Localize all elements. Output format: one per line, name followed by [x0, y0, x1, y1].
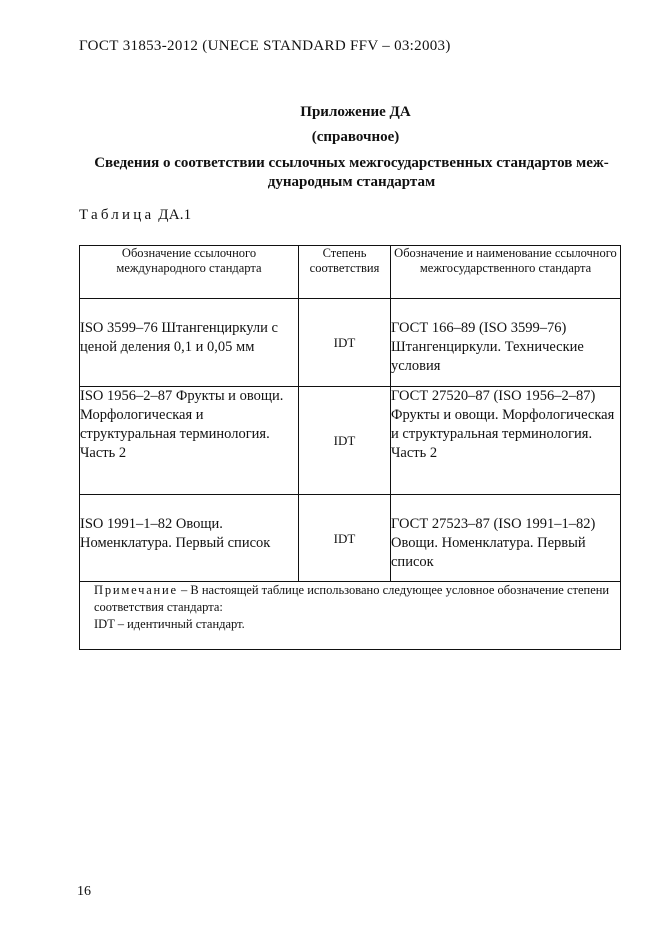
table-caption	[79, 207, 191, 224]
cell-degree: IDT	[299, 495, 391, 582]
cell-interstate-standard: ГОСТ 27520–87 (ISO 1956–2–87) Фрукты и овощи. Морфологическая и структуральная терминология. Часть 2	[391, 387, 621, 495]
note-text: – В настоящей таблице использовано следующее условное обозначение степени соответствия стандарта:	[94, 583, 610, 614]
cell-degree: IDT	[299, 299, 391, 387]
note-text-line	[80, 582, 620, 616]
header-interstate-standard: Обозначение и наименование ссылочного межгосударственного стандарта	[391, 246, 621, 299]
correspondence-table	[79, 245, 621, 650]
note-idt-definition: IDT – идентичный стандарт.	[94, 617, 245, 631]
appendix-subtitle: (справочное)	[311, 129, 400, 145]
table-header-row	[80, 246, 621, 299]
header-international-standard: Обозначение ссылочного международного стандарта	[80, 246, 299, 299]
document-header: ГОСТ 31853-2012 (UNECE STANDARD FFV – 03:2003)	[79, 38, 451, 54]
table-row	[80, 387, 621, 495]
header-degree-of-correspondence: Степень соответствия	[299, 246, 391, 299]
appendix-title: Приложение ДА	[300, 104, 411, 120]
cell-international-standard: ISO 1956–2–87 Фрукты и овощи. Морфологическая и структуральная терминология. Часть 2	[80, 387, 299, 495]
table-row	[80, 299, 621, 387]
page-number: 16	[77, 884, 91, 899]
table-caption-word: Таблица	[79, 207, 155, 223]
table-row	[80, 495, 621, 582]
table-caption-number: ДА.1	[158, 207, 192, 223]
cell-international-standard: ISO 1991–1–82 Овощи. Номенклатура. Первый список	[80, 495, 299, 582]
cell-interstate-standard: ГОСТ 166–89 (ISO 3599–76) Штангенциркули. Технические условия	[391, 299, 621, 387]
cell-degree: IDT	[299, 387, 391, 495]
note-label: Примечание	[94, 583, 178, 597]
cell-international-standard: ISO 3599–76 Штангенциркули с ценой деления 0,1 и 0,05 мм	[80, 299, 299, 387]
table-note	[80, 582, 621, 650]
table-note-row	[80, 582, 621, 650]
appendix-heading: Сведения о соответствии ссылочных межгосударственных стандартов меж-дународным стандартам	[94, 155, 609, 190]
cell-interstate-standard: ГОСТ 27523–87 (ISO 1991–1–82) Овощи. Номенклатура. Первый список	[391, 495, 621, 582]
